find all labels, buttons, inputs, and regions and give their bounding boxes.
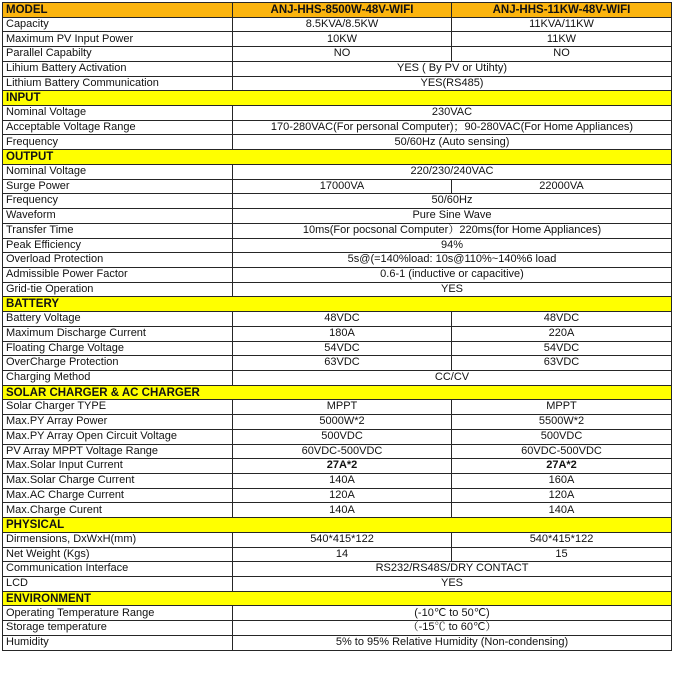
spec-label: Frequency (3, 194, 233, 209)
spec-value-span: 5% to 95% Relative Humidity (Non-condensing) (233, 635, 672, 650)
spec-row (3, 238, 672, 253)
model-header-label: MODEL (3, 3, 233, 18)
section-header-row (3, 150, 672, 165)
spec-label: Humidity (3, 635, 233, 650)
section-title: ENVIRONMENT (3, 591, 672, 606)
spec-row (3, 547, 672, 562)
spec-row (3, 429, 672, 444)
spec-row (3, 209, 672, 224)
model-name-1: ANJ-HHS-8500W-48V-WIFI (233, 3, 452, 18)
spec-row (3, 76, 672, 91)
spec-row (3, 223, 672, 238)
spec-value-model-2: 5500W*2 (452, 415, 672, 430)
section-title: SOLAR CHARGER & AC CHARGER (3, 385, 672, 400)
spec-label: PV Array MPPT Voltage Range (3, 444, 233, 459)
spec-value-span: 50/60Hz (Auto sensing) (233, 135, 672, 150)
spec-row (3, 415, 672, 430)
spec-row (3, 179, 672, 194)
spec-label: Max.PY Array Open Circuit Voltage (3, 429, 233, 444)
spec-value-model-1: 10KW (233, 32, 452, 47)
model-name-2: ANJ-HHS-11KW-48V-WIFI (452, 3, 672, 18)
spec-row (3, 503, 672, 518)
spec-value-model-2: 63VDC (452, 356, 672, 371)
spec-row (3, 488, 672, 503)
spec-label: Admissible Power Factor (3, 267, 233, 282)
spec-label: Max.AC Charge Current (3, 488, 233, 503)
spec-label: Floating Charge Voltage (3, 341, 233, 356)
spec-value-span: YES (233, 282, 672, 297)
spec-label: Solar Charger TYPE (3, 400, 233, 415)
spec-value-model-2: 22000VA (452, 179, 672, 194)
spec-row (3, 606, 672, 621)
spec-value-model-2: 500VDC (452, 429, 672, 444)
spec-label: Communication Interface (3, 562, 233, 577)
spec-label: Nominal Voltage (3, 164, 233, 179)
spec-label: Parallel Capabilty (3, 47, 233, 62)
section-header-row (3, 591, 672, 606)
spec-value-model-1: 180A (233, 326, 452, 341)
spec-value-model-1: 63VDC (233, 356, 452, 371)
spec-value-model-1: 5000W*2 (233, 415, 452, 430)
spec-value-model-2: 120A (452, 488, 672, 503)
spec-value-model-2: 220A (452, 326, 672, 341)
spec-value-model-1: 120A (233, 488, 452, 503)
spec-label: Max.Solar Charge Current (3, 474, 233, 489)
spec-row (3, 17, 672, 32)
spec-label: Max.Charge Curent (3, 503, 233, 518)
spec-value-model-1: 8.5KVA/8.5KW (233, 17, 452, 32)
spec-row (3, 32, 672, 47)
spec-label: Max.PY Array Power (3, 415, 233, 430)
spec-value-model-2: 11KVA/11KW (452, 17, 672, 32)
spec-label: Charging Method (3, 370, 233, 385)
spec-row (3, 356, 672, 371)
section-header-row (3, 297, 672, 312)
spec-value-model-1: NO (233, 47, 452, 62)
spec-row (3, 312, 672, 327)
spec-value-span: 220/230/240VAC (233, 164, 672, 179)
spec-value-model-1: MPPT (233, 400, 452, 415)
spec-value-model-1: 60VDC-500VDC (233, 444, 452, 459)
spec-label: Nominal Voltage (3, 106, 233, 121)
spec-value-model-2: NO (452, 47, 672, 62)
spec-label: Lihium Battery Activation (3, 61, 233, 76)
spec-row (3, 120, 672, 135)
spec-value-span: 10ms(For pocsonal Computer）220ms(for Home Appliances) (233, 223, 672, 238)
spec-label: LCD (3, 577, 233, 592)
spec-label: Waveform (3, 209, 233, 224)
spec-value-model-1: 27A*2 (233, 459, 452, 474)
spec-value-span: （-15℃ to 60℃） (233, 621, 672, 636)
spec-value-model-2: MPPT (452, 400, 672, 415)
spec-value-model-2: 140A (452, 503, 672, 518)
spec-label: Frequency (3, 135, 233, 150)
section-header-row (3, 518, 672, 533)
spec-row (3, 135, 672, 150)
section-title: PHYSICAL (3, 518, 672, 533)
spec-value-model-2: 60VDC-500VDC (452, 444, 672, 459)
spec-value-model-1: 48VDC (233, 312, 452, 327)
spec-value-model-1: 500VDC (233, 429, 452, 444)
spec-row (3, 370, 672, 385)
spec-label: Surge Power (3, 179, 233, 194)
model-header-row (3, 3, 672, 18)
spec-value-model-1: 140A (233, 474, 452, 489)
spec-value-model-2: 15 (452, 547, 672, 562)
section-title: INPUT (3, 91, 672, 106)
spec-value-span: 0.6-1 (inductive or capacitive) (233, 267, 672, 282)
spec-label: OverCharge Protection (3, 356, 233, 371)
spec-row (3, 253, 672, 268)
spec-row (3, 164, 672, 179)
spec-value-model-2: 48VDC (452, 312, 672, 327)
section-title: OUTPUT (3, 150, 672, 165)
spec-label: Maximum PV Input Power (3, 32, 233, 47)
spec-label: Storage temperature (3, 621, 233, 636)
spec-value-model-1: 140A (233, 503, 452, 518)
spec-label: Operating Temperature Range (3, 606, 233, 621)
spec-row (3, 577, 672, 592)
spec-row (3, 459, 672, 474)
spec-label: Capacity (3, 17, 233, 32)
spec-row (3, 474, 672, 489)
spec-value-model-1: 14 (233, 547, 452, 562)
spec-label: Transfer Time (3, 223, 233, 238)
spec-value-span: YES(RS485) (233, 76, 672, 91)
spec-label: Maximum Discharge Current (3, 326, 233, 341)
spec-row (3, 400, 672, 415)
spec-label: Net Weight (Kgs) (3, 547, 233, 562)
spec-value-span: CC/CV (233, 370, 672, 385)
spec-value-model-2: 540*415*122 (452, 532, 672, 547)
spec-value-span: RS232/RS48S/DRY CONTACT (233, 562, 672, 577)
spec-row (3, 282, 672, 297)
spec-value-model-2: 54VDC (452, 341, 672, 356)
spec-value-span: Pure Sine Wave (233, 209, 672, 224)
spec-value-span: 5s@(=140%load: 10s@110%~140%6 load (233, 253, 672, 268)
spec-value-span: 170-280VAC(For personal Computer)；90-280VAC(For Home Appliances) (233, 120, 672, 135)
spec-value-span: 50/60Hz (233, 194, 672, 209)
spec-value-span: 94% (233, 238, 672, 253)
spec-value-model-2: 27A*2 (452, 459, 672, 474)
spec-row (3, 267, 672, 282)
spec-value-span: (-10℃ to 50℃) (233, 606, 672, 621)
spec-value-span: YES (233, 577, 672, 592)
section-header-row (3, 385, 672, 400)
spec-value-model-1: 540*415*122 (233, 532, 452, 547)
spec-label: Peak Efficiency (3, 238, 233, 253)
spec-row (3, 326, 672, 341)
spec-label: Dirmensions, DxWxH(mm) (3, 532, 233, 547)
spec-value-model-2: 11KW (452, 32, 672, 47)
spec-row (3, 532, 672, 547)
spec-value-model-2: 160A (452, 474, 672, 489)
spec-row (3, 562, 672, 577)
section-header-row (3, 91, 672, 106)
spec-table-body (3, 17, 672, 650)
spec-value-model-1: 17000VA (233, 179, 452, 194)
spec-table (2, 2, 672, 651)
spec-label: Grid-tie Operation (3, 282, 233, 297)
spec-row (3, 61, 672, 76)
spec-row (3, 194, 672, 209)
spec-label: Battery Voltage (3, 312, 233, 327)
spec-value-model-1: 54VDC (233, 341, 452, 356)
spec-row (3, 444, 672, 459)
spec-label: Acceptable Voltage Range (3, 120, 233, 135)
spec-label: Max.Solar Input Current (3, 459, 233, 474)
spec-label: Overload Protection (3, 253, 233, 268)
spec-value-span: 230VAC (233, 106, 672, 121)
spec-value-span: YES ( By PV or Utihty) (233, 61, 672, 76)
spec-row (3, 341, 672, 356)
section-title: BATTERY (3, 297, 672, 312)
spec-row (3, 106, 672, 121)
spec-row (3, 635, 672, 650)
spec-row (3, 47, 672, 62)
spec-label: Lithium Battery Communication (3, 76, 233, 91)
spec-row (3, 621, 672, 636)
